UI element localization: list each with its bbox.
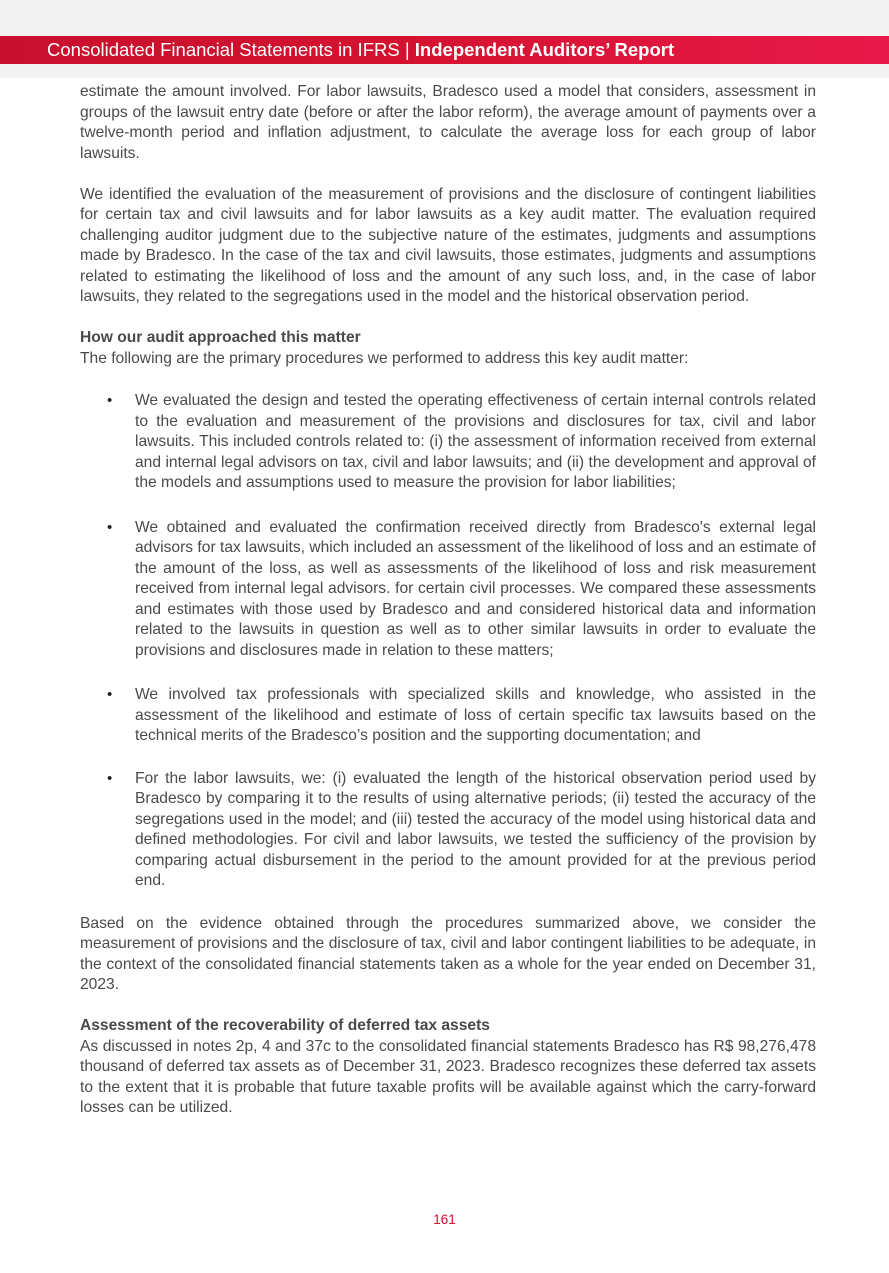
list-item: [80, 518, 816, 662]
header-separator: |: [399, 39, 415, 60]
paragraph-key-audit-matter: We identified the evaluation of the measurement of provisions and the disclosure of contingent liabilities for certain tax and civil lawsuits and for labor lawsuits as a key audit matter. The evaluation required challenging auditor judgment due to the subjective nature of the estimates, judgments and assumptions made by Bradesco. In the case of the tax and civil lawsuits, those estimates, judgments and assumptions related to estimating the likelihood of loss and the amount of any such loss, and, in the case of labor lawsuits, they related to the segregations used in the model and the historical observation period.: [80, 185, 816, 305]
list-item: [80, 685, 816, 747]
bullet-icon: •: [107, 392, 113, 409]
bullet-icon: •: [107, 769, 113, 787]
header-title-bold: Independent Auditors’ Report: [414, 39, 675, 60]
header-title: [47, 36, 674, 64]
section-heading-audit-approach: How our audit approached this matter: [80, 329, 361, 346]
section-heading-deferred-tax: Assessment of the recoverability of deferred tax assets: [80, 1017, 490, 1034]
page-number: 161: [433, 1212, 456, 1227]
list-item-text: We obtained and evaluated the confirmation received directly from Bradesco's external legal advisors for tax lawsuits, which included an assessment of the likelihood of loss and an estimate of the amount of the loss, as well as assessments of the likelihood of loss and risk measurement received from internal legal advisors. for certain civil processes. We compared these assessments and estimates with those used by Bradesco and and considered historical data and information related to the lawsuits in question as well as to other similar lawsuits in order to evaluate the provisions and disclosures made in relation to these matters;: [135, 518, 816, 659]
list-item-text: We involved tax professionals with specialized skills and knowledge, who assisted in the assessment of the likelihood and estimate of loss of certain specific tax lawsuits based on the technical merits of the Bradesco’s position and the supporting documentation; and: [135, 686, 816, 744]
list-item-text: We evaluated the design and tested the operating effectiveness of certain internal controls related to the evaluation and measurement of the provisions and disclosures for tax, civil and labor lawsuits. This included controls related to: (i) the assessment of information received from external and internal legal advisors on tax, civil and labor lawsuits; and (ii) the development and approval of the models and assumptions used to measure the provision for labor liabilities;: [135, 392, 816, 491]
list-item: [80, 769, 816, 892]
paragraph-labor-model: estimate the amount involved. For labor lawsuits, Bradesco used a model that considers, assessment in groups of the lawsuit entry date (before or after the labor reform), the average amount of payments over a twelve-month period and inflation adjustment, to calculate the average loss for each group of labor lawsuits.: [80, 83, 816, 162]
list-item-text: For the labor lawsuits, we: (i) evaluated the length of the historical observation period used by Bradesco by comparing it to the results of using alternative periods; (ii) tested the accuracy of the segregations used in the model; and (iii) tested the accuracy of the model using historical data and defined methodologies. For civil and labor lawsuits, we tested the sufficiency of the provision by comparing actual disbursement in the period to the amount provided for at the previous period end.: [135, 769, 816, 889]
report-header-bar: [0, 36, 889, 64]
paragraph-conclusion: Based on the evidence obtained through the procedures summarized above, we consider the measurement of provisions and the disclosure of tax, civil and labor contingent liabilities to be adequate, in the context of the consolidated financial statements taken as a whole for the year ended on December 31, 2023.: [80, 914, 816, 993]
paragraph-procedures-intro: The following are the primary procedures we performed to address this key audit matter:: [80, 349, 689, 367]
procedures-list: [80, 391, 816, 892]
header-underband: [0, 64, 889, 78]
page-content: [80, 82, 816, 1119]
header-title-regular: Consolidated Financial Statements in IFRS: [47, 39, 400, 60]
top-margin-band: [0, 0, 889, 36]
bullet-icon: •: [107, 686, 113, 703]
list-item: [80, 391, 816, 494]
paragraph-deferred-tax: As discussed in notes 2p, 4 and 37c to the consolidated financial statements Bradesco has R$ 98,276,478 thousand of deferred tax assets as of December 31, 2023. Bradesco recognizes these deferred tax assets to the extent that it is probable that future taxable profits will be available against which the carry-forward losses can be utilized.: [80, 1037, 816, 1116]
bullet-icon: •: [107, 518, 113, 536]
